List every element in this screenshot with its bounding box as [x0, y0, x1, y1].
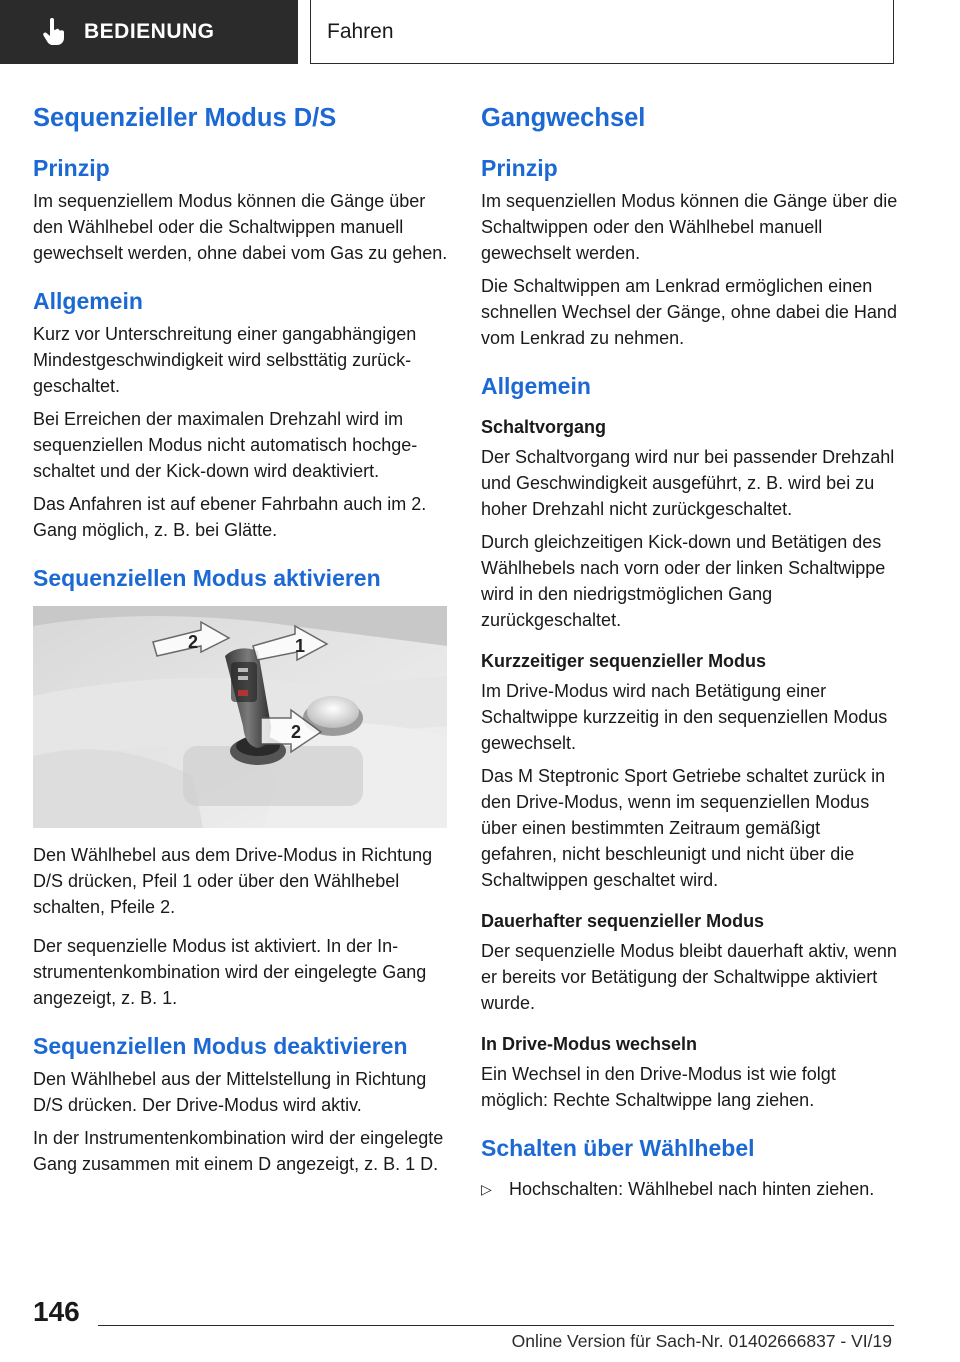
list-item-text: Hochschalten: Wählhebel nach hinten ziehen. [509, 1179, 875, 1199]
section-title-sequential: Sequenzieller Modus D/S [33, 104, 337, 132]
page-header [0, 0, 960, 66]
paragraph: Im sequenziellem Modus können die Gänge über den Wählhebel oder die Schaltwippen manuell gewechselt werden, ohne dabei vom Gas zu gehen. [33, 191, 448, 263]
paragraph: Den Wählhebel aus der Mittelstellung in Richtung D/S drücken. Der Drive-Modus wird aktiv. [33, 1069, 427, 1115]
subheading-dauerhaft: Dauerhafter sequenzieller Modus [481, 911, 765, 931]
footer-divider [98, 1325, 894, 1326]
arrow-label-bottom: 2 [291, 722, 302, 742]
list-item [481, 1176, 899, 1202]
section-tab[interactable] [310, 0, 894, 64]
paragraph: Kurz vor Unterschreitung einer gangabhängigen Mindestgeschwindigkeit wird selbsttätig zurückgeschaltet. [33, 324, 417, 396]
paragraph: Der sequenzielle Modus bleibt dauerhaft aktiv, wenn er bereits vor Betätigung der Schaltwippe aktiviert wurde. [481, 941, 897, 1013]
paragraph: Im sequenziellen Modus können die Gänge über die Schaltwippen oder den Wählhebel manuell gewechselt werden. [481, 191, 898, 263]
paragraph: Die Schaltwippen am Lenkrad ermöglichen einen schnellen Wechsel der Gänge, ohne dabei die Hand vom Lenkrad zu nehmen. [481, 276, 897, 348]
triangle-bullet-icon: ▷ [481, 1181, 492, 1197]
right-column [481, 100, 899, 1202]
chapter-label: BEDIENUNG [84, 20, 215, 43]
paragraph: Das M Steptronic Sport Getriebe schaltet zurück in den Drive-Modus, wenn im sequenziellen Modus über einen bestimmten Zeitraum gemäßigt gefahren, nicht beschleunigt und nicht über die Schaltwippen geschaltet wird. [481, 766, 886, 890]
heading-allgemein: Allgemein [481, 373, 591, 399]
hand-pointer-icon [42, 18, 66, 46]
section-title-gangwechsel: Gangwechsel [481, 104, 646, 132]
gear-selector-illustration [33, 606, 447, 828]
paragraph: Ein Wechsel in den Drive-Modus ist wie folgt möglich: Rechte Schaltwippe lang ziehen. [481, 1064, 836, 1110]
heading-prinzip: Prinzip [33, 155, 110, 181]
paragraph: Durch gleichzeitigen Kick-down und Betätigen des Wählhebels nach vorn oder der linken Schaltwippe wird in den niedrigstmöglichen Gang zurückgeschaltet. [481, 532, 886, 630]
paragraph: Den Wählhebel aus dem Drive-Modus in Richtung D/S drücken, Pfeil 1 oder über den Wählhebel schalten, Pfeile 2. [33, 845, 433, 917]
heading-waehlhebel: Schalten über Wählhebel [481, 1135, 755, 1161]
heading-aktivieren: Sequenziellen Modus aktivieren [33, 565, 381, 591]
page-number: 146 [33, 1296, 80, 1327]
heading-deaktivieren: Sequenziellen Modus deaktivieren [33, 1033, 408, 1059]
arrow-label-right: 1 [295, 636, 306, 656]
subheading-drive: In Drive-Modus wechseln [481, 1034, 698, 1054]
paragraph: Das Anfahren ist auf ebener Fahrbahn auch im 2. Gang möglich, z. B. bei Glätte. [33, 494, 427, 540]
online-version-footer: Online Version für Sach-Nr. 01402666837 - VI/19 [511, 1331, 892, 1351]
chapter-tab[interactable] [0, 0, 298, 64]
section-label: Fahren [327, 19, 394, 43]
subheading-kurzzeitig: Kurzzeitiger sequenzieller Modus [481, 651, 767, 671]
heading-allgemein: Allgemein [33, 288, 143, 314]
left-column [33, 100, 449, 1184]
arrow-label-top: 2 [188, 632, 199, 652]
paragraph: Der sequenzielle Modus ist aktiviert. In der Instrumentenkombination wird der eingelegte Gang angezeigt, z. B. 1. [33, 936, 427, 1008]
paragraph: Der Schaltvorgang wird nur bei passender Drehzahl und Geschwindigkeit ausgeführt, z. B. wird bei zu hoher Drehzahl nicht zurückgeschaltet. [481, 447, 895, 519]
subheading-schaltvorgang: Schaltvorgang [481, 417, 607, 437]
paragraph: In der Instrumentenkombination wird der eingelegte Gang zusammen mit einem D angezeigt, z. B. 1 D. [33, 1128, 444, 1174]
heading-prinzip: Prinzip [481, 155, 558, 181]
paragraph: Bei Erreichen der maximalen Drehzahl wird im sequenziellen Modus nicht automatisch hochgeschaltet und der Kick-down wird deaktiviert. [33, 409, 418, 481]
paragraph: Im Drive-Modus wird nach Betätigung einer Schaltwippe kurzzeitig in den sequenziellen Modus gewechselt. [481, 681, 888, 753]
